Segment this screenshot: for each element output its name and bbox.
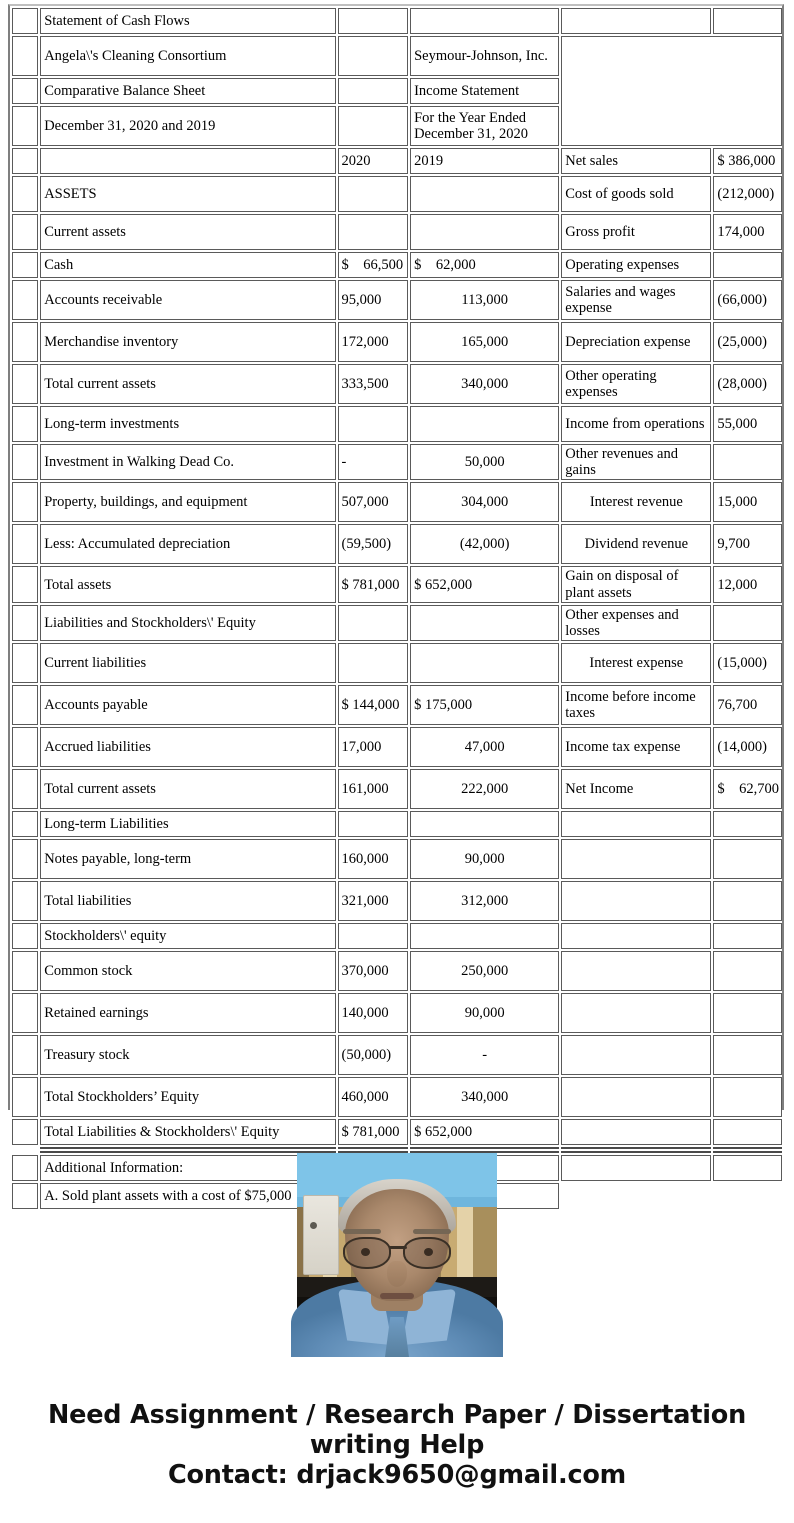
- bs-2020-cell: 172,000: [338, 322, 409, 362]
- table-row: [12, 1119, 782, 1145]
- bs-2020-cell: [338, 605, 409, 641]
- is-title-cell: Income Statement: [410, 78, 559, 104]
- row-gutter-cell: [12, 605, 38, 641]
- table-row: [12, 811, 782, 837]
- row-gutter-cell: [12, 951, 38, 991]
- bs-label-cell: Statement of Cash Flows: [40, 8, 335, 34]
- row-gutter-cell: [12, 406, 38, 442]
- table-row: [12, 685, 782, 725]
- table-row: [12, 8, 782, 34]
- bs-2020-cell: $ 66,500: [338, 252, 409, 278]
- row-gutter-cell: [12, 1077, 38, 1117]
- row-gutter-cell: [12, 444, 38, 480]
- is-label-cell: Other operating expenses: [561, 364, 711, 404]
- is-label-cell: Depreciation expense: [561, 322, 711, 362]
- bs-grand-total-label: Total Liabilities & Stockholders\' Equity: [40, 1119, 335, 1145]
- bs-2020-cell: [338, 8, 409, 34]
- bs-label-cell: Common stock: [40, 951, 335, 991]
- statements-grid: [10, 6, 784, 1211]
- bs-title-cell: Comparative Balance Sheet: [40, 78, 335, 104]
- bs-2019-cell: [410, 8, 559, 34]
- bs-2019-cell: [410, 406, 559, 442]
- bs-2020-cell: [338, 811, 409, 837]
- is-label-cell: Operating expenses: [561, 252, 711, 278]
- is-label-cell: Income before income taxes: [561, 685, 711, 725]
- bs-subtotal-label: Total current assets: [40, 769, 335, 809]
- is-amount-cell: (212,000): [713, 176, 782, 212]
- bs-2019-cell: [410, 605, 559, 641]
- is-blank-cell: [713, 839, 782, 879]
- table-row: [12, 769, 782, 809]
- row-gutter-cell: [12, 106, 38, 146]
- bs-company-cell: Angela\'s Cleaning Consortium: [40, 36, 335, 76]
- blank-merged-region: [561, 36, 782, 146]
- table-row: [12, 643, 782, 683]
- bs-2020-cell: 160,000: [338, 839, 409, 879]
- bs-2020-cell: [338, 106, 409, 146]
- is-label-cell: Income from operations: [561, 406, 711, 442]
- is-blank-cell: [561, 993, 711, 1033]
- table-row: [12, 839, 782, 879]
- table-row: [12, 322, 782, 362]
- table-row: [12, 176, 782, 212]
- row-gutter-cell: [12, 769, 38, 809]
- bs-label-cell: Treasury stock: [40, 1035, 335, 1075]
- bs-2020-cell: [338, 36, 409, 76]
- is-company-cell: Seymour-Johnson, Inc.: [410, 36, 559, 76]
- bs-total-label: Total assets: [40, 566, 335, 602]
- bs-section-header: ASSETS: [40, 176, 335, 212]
- avatar-nose: [387, 1261, 407, 1287]
- row-gutter-cell: [12, 881, 38, 921]
- bs-subtotal-label: Total current assets: [40, 364, 335, 404]
- bs-2020-cell: 161,000: [338, 769, 409, 809]
- bs-2020-cell: 333,500: [338, 364, 409, 404]
- is-subtitle-cell: For the Year Ended December 31, 2020: [410, 106, 559, 146]
- row-gutter-cell: [12, 8, 38, 34]
- is-blank-cell: [713, 923, 782, 949]
- bs-label-cell: Accrued liabilities: [40, 727, 335, 767]
- bs-section-header: Long-term Liabilities: [40, 811, 335, 837]
- is-blank-cell: [713, 1155, 782, 1181]
- table-row: [12, 727, 782, 767]
- row-gutter-cell: [12, 1183, 38, 1209]
- table-row: [12, 482, 782, 522]
- bs-label-cell: [40, 148, 335, 174]
- table-row: [12, 566, 782, 602]
- is-blank-cell: [561, 1077, 711, 1117]
- bs-section-header: Current assets: [40, 214, 335, 250]
- is-amount-cell: [713, 252, 782, 278]
- bs-2020-cell: $ 781,000: [338, 1119, 409, 1145]
- is-blank-cell: [713, 881, 782, 921]
- is-net-income-label: Net Income: [561, 769, 711, 809]
- is-label-cell: Gain on disposal of plant assets: [561, 566, 711, 602]
- table-row: [12, 364, 782, 404]
- bs-2019-cell: [410, 176, 559, 212]
- is-amount-cell: (14,000): [713, 727, 782, 767]
- bs-label-cell: Merchandise inventory: [40, 322, 335, 362]
- bs-2020-cell: 370,000: [338, 951, 409, 991]
- row-gutter-cell: [12, 1155, 38, 1181]
- bs-2020-cell: 460,000: [338, 1077, 409, 1117]
- bs-2019-cell: 250,000: [410, 951, 559, 991]
- is-label-cell: Dividend revenue: [561, 524, 711, 564]
- avatar: [297, 1153, 497, 1353]
- bs-2020-cell: $ 781,000: [338, 566, 409, 602]
- bs-label-cell: Cash: [40, 252, 335, 278]
- is-blank-cell: [713, 1035, 782, 1075]
- is-label-cell: Cost of goods sold: [561, 176, 711, 212]
- bs-label-cell: Accounts payable: [40, 685, 335, 725]
- bs-label-cell: Investment in Walking Dead Co.: [40, 444, 335, 480]
- bs-2019-cell: 165,000: [410, 322, 559, 362]
- table-row: [12, 252, 782, 278]
- is-blank-cell: [561, 951, 711, 991]
- bs-year-header-2020: 2020: [338, 148, 409, 174]
- table-row: [12, 406, 782, 442]
- bs-2020-cell: 95,000: [338, 280, 409, 320]
- bs-2020-cell: [338, 78, 409, 104]
- row-gutter-cell: [12, 78, 38, 104]
- bs-2020-cell: [338, 214, 409, 250]
- avatar-eyebrow-left: [343, 1229, 381, 1234]
- is-label-cell: Interest expense: [561, 643, 711, 683]
- bs-2019-cell: $ 652,000: [410, 566, 559, 602]
- financial-statements-table: [8, 4, 784, 1205]
- is-label-cell: [561, 8, 711, 34]
- is-amount-cell: 76,700: [713, 685, 782, 725]
- row-gutter-cell: [12, 643, 38, 683]
- is-blank-cell: [713, 951, 782, 991]
- bs-2020-cell: 140,000: [338, 993, 409, 1033]
- row-gutter-cell: [12, 482, 38, 522]
- row-gutter-cell: [12, 252, 38, 278]
- bs-section-header: Long-term investments: [40, 406, 335, 442]
- is-amount-cell: [713, 444, 782, 480]
- row-gutter-cell: [12, 1035, 38, 1075]
- row-gutter-cell: [12, 524, 38, 564]
- row-gutter-cell: [12, 214, 38, 250]
- footer-promo: [0, 1400, 794, 1490]
- is-blank-cell: [561, 1035, 711, 1075]
- table-row: [12, 881, 782, 921]
- is-label-cell: Income tax expense: [561, 727, 711, 767]
- table-row: [12, 605, 782, 641]
- is-blank-cell: [713, 1119, 782, 1145]
- is-amount-cell: (66,000): [713, 280, 782, 320]
- bs-2019-cell: $ 62,000: [410, 252, 559, 278]
- bs-2019-cell: (42,000): [410, 524, 559, 564]
- bs-2019-cell: [410, 643, 559, 683]
- is-blank-cell: [561, 839, 711, 879]
- row-gutter-cell: [12, 566, 38, 602]
- avatar-eyebrow-right: [413, 1229, 451, 1234]
- is-label-cell: Gross profit: [561, 214, 711, 250]
- is-amount-cell: [713, 8, 782, 34]
- bs-2019-cell: 90,000: [410, 839, 559, 879]
- table-row: [12, 1077, 782, 1117]
- bs-2020-cell: [338, 923, 409, 949]
- row-gutter-cell: [12, 280, 38, 320]
- bs-2019-cell: 113,000: [410, 280, 559, 320]
- bs-2020-cell: 321,000: [338, 881, 409, 921]
- is-section-header: Other expenses and losses: [561, 605, 711, 641]
- row-gutter-cell: [12, 993, 38, 1033]
- is-blank-cell: [561, 1119, 711, 1145]
- avatar-lens-right: [403, 1237, 451, 1269]
- bs-additional-info-header: Additional Information:: [40, 1155, 335, 1181]
- is-amount-cell: 12,000: [713, 566, 782, 602]
- bs-section-header: Liabilities and Stockholders\' Equity: [40, 605, 335, 641]
- is-blank-cell: [561, 923, 711, 949]
- bs-section-header: Stockholders\' equity: [40, 923, 335, 949]
- table-row: [12, 36, 782, 76]
- bs-2020-cell: [338, 406, 409, 442]
- footer-headline: Need Assignment / Research Paper / Dissertation writing Help: [47, 1400, 747, 1461]
- is-label-cell: Salaries and wages expense: [561, 280, 711, 320]
- row-gutter-cell: [12, 176, 38, 212]
- is-blank-cell: [561, 811, 711, 837]
- row-gutter-cell: [12, 839, 38, 879]
- bs-2019-cell: 50,000: [410, 444, 559, 480]
- bs-note-a: A. Sold plant assets with a cost of $75,000: [40, 1183, 335, 1209]
- bs-2019-cell: [410, 811, 559, 837]
- table-row: [12, 214, 782, 250]
- is-amount-cell: 9,700: [713, 524, 782, 564]
- is-blank-cell: [561, 881, 711, 921]
- row-gutter-cell: [12, 727, 38, 767]
- bs-2019-cell: 304,000: [410, 482, 559, 522]
- table-row: [12, 951, 782, 991]
- is-amount-cell: 55,000: [713, 406, 782, 442]
- is-amount-cell: (28,000): [713, 364, 782, 404]
- bs-2019-cell: 47,000: [410, 727, 559, 767]
- is-amount-cell: (25,000): [713, 322, 782, 362]
- bs-2020-cell: 507,000: [338, 482, 409, 522]
- footer-contact: Contact: drjack9650@gmail.com: [167, 1460, 627, 1491]
- bs-2020-cell: $ 144,000: [338, 685, 409, 725]
- bs-2019-cell: 340,000: [410, 364, 559, 404]
- row-gutter-cell: [12, 364, 38, 404]
- bs-year-header-2019: 2019: [410, 148, 559, 174]
- row-gutter-cell: [12, 322, 38, 362]
- is-blank-cell: [713, 811, 782, 837]
- is-amount-cell: 174,000: [713, 214, 782, 250]
- bs-2019-cell: 312,000: [410, 881, 559, 921]
- table-row: [12, 524, 782, 564]
- bs-2019-cell: $ 652,000: [410, 1119, 559, 1145]
- table-row: [12, 1035, 782, 1075]
- is-blank-cell: [713, 993, 782, 1033]
- bs-2020-cell: [338, 176, 409, 212]
- row-gutter-cell: [12, 923, 38, 949]
- bs-2019-cell: [410, 214, 559, 250]
- table-row: [12, 923, 782, 949]
- bs-2019-cell: 222,000: [410, 769, 559, 809]
- bs-subtotal-label: Total liabilities: [40, 881, 335, 921]
- bs-2019-cell: [410, 923, 559, 949]
- row-gutter-cell: [12, 1119, 38, 1145]
- is-amount-cell: 15,000: [713, 482, 782, 522]
- bs-2020-cell: 17,000: [338, 727, 409, 767]
- row-gutter-cell: [12, 148, 38, 174]
- table-row: [12, 280, 782, 320]
- bs-subtotal-label: Total Stockholders’ Equity: [40, 1077, 335, 1117]
- bs-2019-cell: 90,000: [410, 993, 559, 1033]
- table-row: [12, 444, 782, 480]
- table-row: [12, 993, 782, 1033]
- is-amount-cell: (15,000): [713, 643, 782, 683]
- bs-section-header: Current liabilities: [40, 643, 335, 683]
- avatar-lens-left: [343, 1237, 391, 1269]
- is-amount-cell: $ 386,000: [713, 148, 782, 174]
- bs-label-cell: Retained earnings: [40, 993, 335, 1033]
- avatar-mouth: [380, 1293, 414, 1299]
- bs-2019-cell: -: [410, 1035, 559, 1075]
- is-label-cell: Interest revenue: [561, 482, 711, 522]
- row-gutter-cell: [12, 685, 38, 725]
- bs-label-cell: Less: Accumulated depreciation: [40, 524, 335, 564]
- is-section-header: Other revenues and gains: [561, 444, 711, 480]
- is-blank-cell: [713, 1077, 782, 1117]
- bs-2020-cell: (59,500): [338, 524, 409, 564]
- table-row: [12, 148, 782, 174]
- bs-label-cell: Notes payable, long-term: [40, 839, 335, 879]
- bs-2020-cell: -: [338, 444, 409, 480]
- is-blank-cell: [561, 1155, 711, 1181]
- bs-label-cell: Property, buildings, and equipment: [40, 482, 335, 522]
- is-amount-cell: [713, 605, 782, 641]
- row-gutter-cell: [12, 36, 38, 76]
- bs-2020-cell: [338, 643, 409, 683]
- bs-2020-cell: (50,000): [338, 1035, 409, 1075]
- row-gutter-cell: [12, 811, 38, 837]
- is-label-cell: Net sales: [561, 148, 711, 174]
- bs-2019-cell: 340,000: [410, 1077, 559, 1117]
- is-net-income-amount: $ 62,700: [713, 769, 782, 809]
- bs-subtitle-cell: December 31, 2020 and 2019: [40, 106, 335, 146]
- bs-2019-cell: $ 175,000: [410, 685, 559, 725]
- avatar-wall-panel: [303, 1195, 339, 1275]
- bs-label-cell: Accounts receivable: [40, 280, 335, 320]
